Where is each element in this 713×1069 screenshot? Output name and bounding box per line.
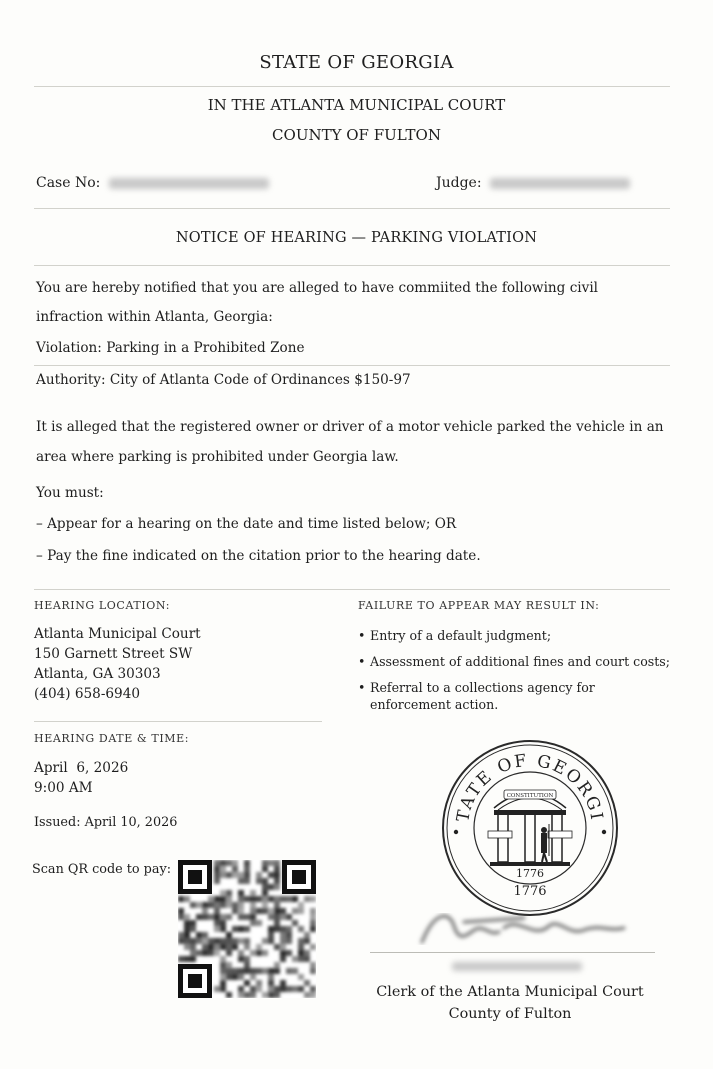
case-number-label: Case No: — [36, 175, 101, 191]
issued-date: Issued: April 10, 2026 — [34, 815, 178, 830]
alleged-line-2: area where parking is prohibited under Georgia law. — [36, 449, 399, 465]
court-name: IN THE ATLANTA MUNICIPAL COURT — [207, 96, 506, 114]
authority-line: Authority: City of Atlanta Code of Ordinances $150-97 — [36, 372, 411, 388]
intro-line-2: infraction within Atlanta, Georgia: — [36, 309, 273, 325]
alleged-line-1: It is alleged that the registered owner or driver of a motor vehicle parked the vehicle in an — [36, 419, 664, 435]
divider — [34, 208, 670, 209]
case-number-redacted — [109, 178, 269, 189]
seal-outer-year: 1776 — [513, 884, 547, 899]
failure-heading: FAILURE TO APPEAR MAY RESULT IN: — [358, 599, 600, 612]
signature-line — [370, 952, 655, 953]
divider — [34, 265, 670, 266]
divider — [34, 365, 670, 366]
seal-inner-year: 1776 — [516, 867, 544, 880]
court-phone: (404) 658-6940 — [34, 686, 141, 702]
option-appear: – Appear for a hearing on the date and time listed below; OR — [36, 516, 457, 532]
you-must-label: You must: — [36, 485, 104, 501]
court-county: COUNTY OF FULTON — [272, 126, 441, 144]
consequence-item: • Referral to a collections agency for enforcement action. — [358, 679, 620, 713]
failure-consequences-list — [358, 627, 678, 713]
qr-label: Scan QR code to pay: — [32, 862, 172, 877]
violation-line: Violation: Parking in a Prohibited Zone — [36, 340, 305, 356]
qr-finder-top-left — [178, 860, 212, 894]
consequence-item: • Assessment of additional fines and court costs; — [358, 653, 678, 670]
clerk-title-line-2: County of Fulton — [448, 1006, 572, 1022]
consequence-item: • Entry of a default judgment; — [358, 627, 678, 644]
clerk-title-line-1: Clerk of the Atlanta Municipal Court — [376, 984, 644, 1000]
document-title-state: STATE OF GEORGIA — [259, 52, 454, 73]
divider — [34, 721, 322, 722]
qr-finder-top-right — [282, 860, 316, 894]
court-address-street: 150 Garnett Street SW — [34, 646, 193, 662]
intro-line-1: You are hereby notified that you are alleged to have commiited the following civil — [36, 280, 599, 296]
hearing-location-heading: HEARING LOCATION: — [34, 599, 171, 612]
judge-field — [436, 175, 630, 191]
payment-qr-code[interactable] — [178, 860, 316, 998]
hearing-date: April 6, 2026 — [34, 760, 129, 776]
judge-name-redacted — [490, 178, 630, 189]
hearing-location-address — [34, 624, 201, 704]
clerk-signature — [404, 902, 644, 962]
clerk-name-redacted — [452, 962, 582, 971]
state-seal — [440, 738, 620, 918]
court-address-city: Atlanta, GA 30303 — [34, 666, 161, 682]
hearing-time: 9:00 AM — [34, 780, 93, 796]
divider — [34, 589, 670, 590]
seal-banner: CONSTITUTION — [506, 793, 554, 799]
notice-title: NOTICE OF HEARING — PARKING VIOLATION — [175, 230, 538, 246]
qr-finder-bottom-left — [178, 964, 212, 998]
judge-label: Judge: — [436, 175, 482, 191]
divider — [34, 86, 670, 87]
seal-ring-text: TATE OF GEORGI — [453, 750, 607, 824]
court-address-name: Atlanta Municipal Court — [34, 626, 201, 642]
qr-code-graphic — [178, 860, 316, 998]
case-number-field — [36, 175, 269, 191]
hearing-datetime-heading: HEARING DATE & TIME: — [34, 732, 190, 745]
option-pay: – Pay the fine indicated on the citation prior to the hearing date. — [36, 548, 481, 564]
